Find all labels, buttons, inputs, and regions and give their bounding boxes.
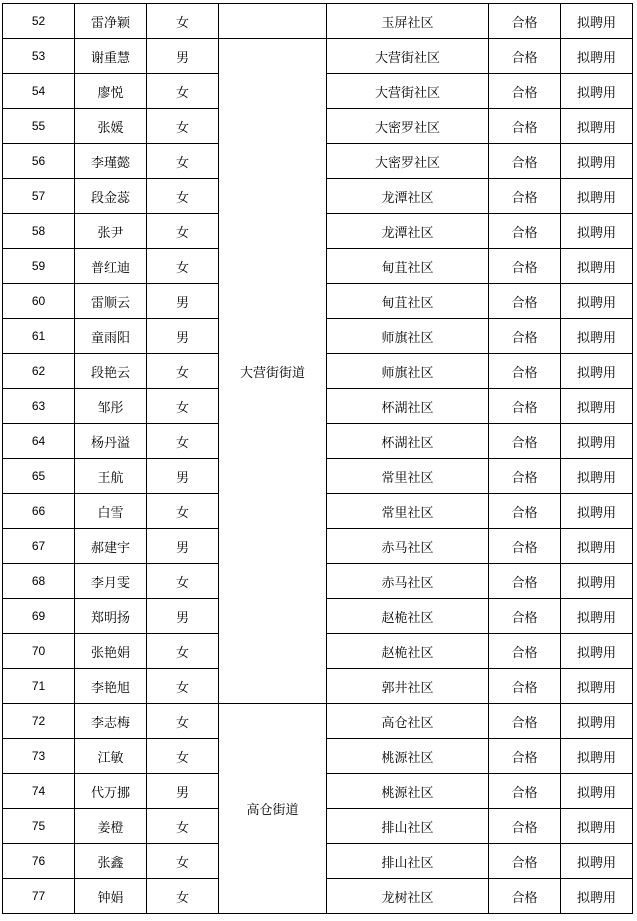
result-cell: 合格 (489, 319, 561, 354)
gender-cell: 女 (147, 879, 219, 914)
gender-cell: 女 (147, 809, 219, 844)
row-number: 77 (3, 879, 75, 914)
gender-cell: 女 (147, 74, 219, 109)
status-cell: 拟聘用 (561, 459, 633, 494)
status-cell: 拟聘用 (561, 4, 633, 39)
row-number: 61 (3, 319, 75, 354)
result-cell: 合格 (489, 284, 561, 319)
result-cell: 合格 (489, 774, 561, 809)
community-cell: 常里社区 (327, 494, 489, 529)
status-cell: 拟聘用 (561, 809, 633, 844)
result-cell: 合格 (489, 424, 561, 459)
gender-cell: 男 (147, 284, 219, 319)
name-cell: 王航 (75, 459, 147, 494)
street-cell: 大营街街道 (219, 39, 327, 704)
result-cell: 合格 (489, 179, 561, 214)
gender-cell: 女 (147, 389, 219, 424)
gender-cell: 男 (147, 529, 219, 564)
row-number: 71 (3, 669, 75, 704)
row-number: 57 (3, 179, 75, 214)
community-cell: 师旗社区 (327, 319, 489, 354)
result-cell: 合格 (489, 214, 561, 249)
name-cell: 雷顺云 (75, 284, 147, 319)
status-cell: 拟聘用 (561, 704, 633, 739)
row-number: 65 (3, 459, 75, 494)
name-cell: 张尹 (75, 214, 147, 249)
community-cell: 大营街社区 (327, 74, 489, 109)
row-number: 62 (3, 354, 75, 389)
name-cell: 李瑾懿 (75, 144, 147, 179)
status-cell: 拟聘用 (561, 879, 633, 914)
community-cell: 杯湖社区 (327, 424, 489, 459)
table-row (3, 39, 633, 74)
community-cell: 桃源社区 (327, 739, 489, 774)
row-number: 69 (3, 599, 75, 634)
community-cell: 龙树社区 (327, 879, 489, 914)
gender-cell: 女 (147, 214, 219, 249)
status-cell: 拟聘用 (561, 669, 633, 704)
gender-cell: 女 (147, 249, 219, 284)
name-cell: 白雪 (75, 494, 147, 529)
status-cell: 拟聘用 (561, 844, 633, 879)
result-cell: 合格 (489, 739, 561, 774)
row-number: 60 (3, 284, 75, 319)
result-cell: 合格 (489, 74, 561, 109)
name-cell: 郑明扬 (75, 599, 147, 634)
gender-cell: 男 (147, 39, 219, 74)
gender-cell: 女 (147, 739, 219, 774)
status-cell: 拟聘用 (561, 249, 633, 284)
table-row (3, 4, 633, 39)
result-cell: 合格 (489, 4, 561, 39)
status-cell: 拟聘用 (561, 39, 633, 74)
name-cell: 江敏 (75, 739, 147, 774)
status-cell: 拟聘用 (561, 179, 633, 214)
name-cell: 杨丹溢 (75, 424, 147, 459)
row-number: 67 (3, 529, 75, 564)
row-number: 64 (3, 424, 75, 459)
result-cell: 合格 (489, 599, 561, 634)
roster-body (3, 4, 633, 914)
gender-cell: 女 (147, 424, 219, 459)
result-cell: 合格 (489, 879, 561, 914)
status-cell: 拟聘用 (561, 564, 633, 599)
result-cell: 合格 (489, 529, 561, 564)
community-cell: 师旗社区 (327, 354, 489, 389)
community-cell: 赵桅社区 (327, 599, 489, 634)
name-cell: 邹彤 (75, 389, 147, 424)
row-number: 52 (3, 4, 75, 39)
status-cell: 拟聘用 (561, 424, 633, 459)
name-cell: 代万挪 (75, 774, 147, 809)
gender-cell: 男 (147, 319, 219, 354)
gender-cell: 女 (147, 144, 219, 179)
name-cell: 段艳云 (75, 354, 147, 389)
community-cell: 高仓社区 (327, 704, 489, 739)
row-number: 72 (3, 704, 75, 739)
row-number: 58 (3, 214, 75, 249)
community-cell: 龙潭社区 (327, 179, 489, 214)
gender-cell: 女 (147, 179, 219, 214)
community-cell: 郭井社区 (327, 669, 489, 704)
status-cell: 拟聘用 (561, 354, 633, 389)
row-number: 53 (3, 39, 75, 74)
row-number: 54 (3, 74, 75, 109)
result-cell: 合格 (489, 389, 561, 424)
row-number: 68 (3, 564, 75, 599)
community-cell: 杯湖社区 (327, 389, 489, 424)
gender-cell: 男 (147, 599, 219, 634)
community-cell: 龙潭社区 (327, 214, 489, 249)
community-cell: 桃源社区 (327, 774, 489, 809)
status-cell: 拟聘用 (561, 529, 633, 564)
table-row (3, 704, 633, 739)
street-cell: 高仓街道 (219, 704, 327, 914)
row-number: 59 (3, 249, 75, 284)
status-cell: 拟聘用 (561, 774, 633, 809)
community-cell: 赵桅社区 (327, 634, 489, 669)
gender-cell: 女 (147, 844, 219, 879)
name-cell: 郝建宇 (75, 529, 147, 564)
street-cell (219, 4, 327, 39)
result-cell: 合格 (489, 109, 561, 144)
result-cell: 合格 (489, 634, 561, 669)
name-cell: 廖悦 (75, 74, 147, 109)
name-cell: 钟娟 (75, 879, 147, 914)
gender-cell: 男 (147, 459, 219, 494)
gender-cell: 女 (147, 109, 219, 144)
name-cell: 张鑫 (75, 844, 147, 879)
result-cell: 合格 (489, 809, 561, 844)
name-cell: 李志梅 (75, 704, 147, 739)
roster-table (2, 3, 633, 914)
row-number: 76 (3, 844, 75, 879)
gender-cell: 女 (147, 354, 219, 389)
gender-cell: 女 (147, 494, 219, 529)
status-cell: 拟聘用 (561, 319, 633, 354)
result-cell: 合格 (489, 354, 561, 389)
community-cell: 玉屏社区 (327, 4, 489, 39)
gender-cell: 女 (147, 669, 219, 704)
name-cell: 李艳旭 (75, 669, 147, 704)
row-number: 56 (3, 144, 75, 179)
name-cell: 张艳娟 (75, 634, 147, 669)
result-cell: 合格 (489, 844, 561, 879)
community-cell: 赤马社区 (327, 529, 489, 564)
result-cell: 合格 (489, 144, 561, 179)
community-cell: 甸苴社区 (327, 249, 489, 284)
row-number: 63 (3, 389, 75, 424)
community-cell: 赤马社区 (327, 564, 489, 599)
row-number: 66 (3, 494, 75, 529)
row-number: 75 (3, 809, 75, 844)
row-number: 70 (3, 634, 75, 669)
community-cell: 排山社区 (327, 844, 489, 879)
status-cell: 拟聘用 (561, 284, 633, 319)
result-cell: 合格 (489, 494, 561, 529)
community-cell: 甸苴社区 (327, 284, 489, 319)
result-cell: 合格 (489, 459, 561, 494)
status-cell: 拟聘用 (561, 494, 633, 529)
name-cell: 李月雯 (75, 564, 147, 599)
community-cell: 大密罗社区 (327, 109, 489, 144)
row-number: 55 (3, 109, 75, 144)
gender-cell: 女 (147, 634, 219, 669)
row-number: 73 (3, 739, 75, 774)
status-cell: 拟聘用 (561, 739, 633, 774)
gender-cell: 女 (147, 564, 219, 599)
name-cell: 普红迪 (75, 249, 147, 284)
community-cell: 常里社区 (327, 459, 489, 494)
name-cell: 张媛 (75, 109, 147, 144)
row-number: 74 (3, 774, 75, 809)
status-cell: 拟聘用 (561, 74, 633, 109)
name-cell: 童雨阳 (75, 319, 147, 354)
result-cell: 合格 (489, 669, 561, 704)
gender-cell: 女 (147, 4, 219, 39)
community-cell: 排山社区 (327, 809, 489, 844)
status-cell: 拟聘用 (561, 599, 633, 634)
status-cell: 拟聘用 (561, 389, 633, 424)
name-cell: 段金蕊 (75, 179, 147, 214)
status-cell: 拟聘用 (561, 634, 633, 669)
result-cell: 合格 (489, 564, 561, 599)
status-cell: 拟聘用 (561, 214, 633, 249)
community-cell: 大密罗社区 (327, 144, 489, 179)
result-cell: 合格 (489, 249, 561, 284)
result-cell: 合格 (489, 39, 561, 74)
community-cell: 大营街社区 (327, 39, 489, 74)
name-cell: 谢重慧 (75, 39, 147, 74)
gender-cell: 女 (147, 704, 219, 739)
status-cell: 拟聘用 (561, 144, 633, 179)
name-cell: 姜橙 (75, 809, 147, 844)
name-cell: 雷净颖 (75, 4, 147, 39)
result-cell: 合格 (489, 704, 561, 739)
gender-cell: 男 (147, 774, 219, 809)
status-cell: 拟聘用 (561, 109, 633, 144)
